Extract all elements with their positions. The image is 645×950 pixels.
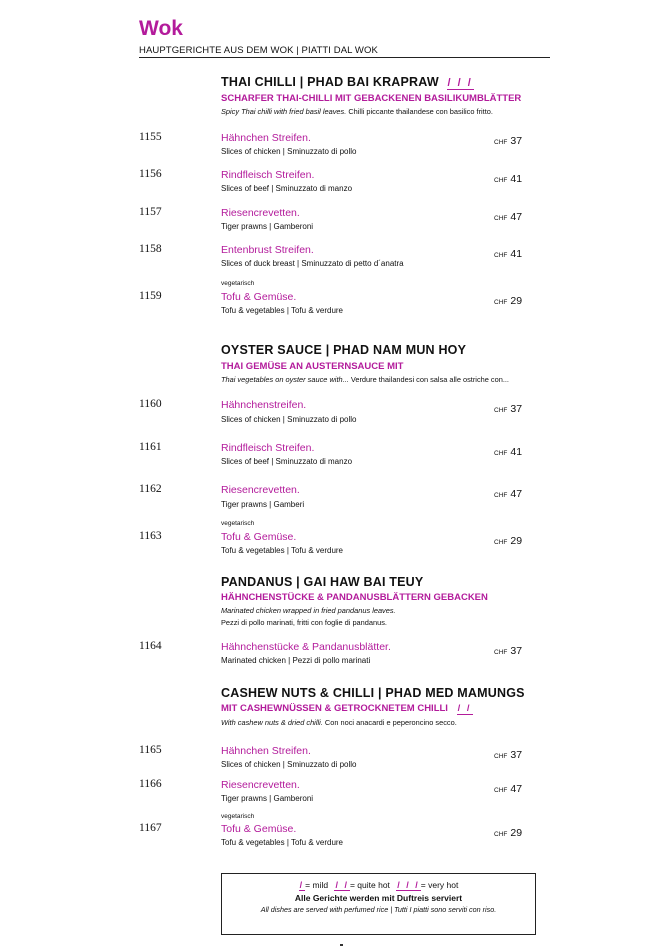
price-value: 37 <box>510 645 523 657</box>
price-value: 37 <box>510 135 523 147</box>
price-value: 47 <box>510 488 523 500</box>
price-value: 47 <box>510 211 523 223</box>
item-translation: Tofu & vegetables | Tofu & verdure <box>221 546 344 555</box>
price-value: 41 <box>510 173 523 185</box>
quite-hot-indicator: / / <box>335 880 349 890</box>
item-name: Rindfleisch Streifen. <box>221 169 315 181</box>
price-currency: CHF <box>494 215 508 222</box>
item-name: Riesencrevetten. <box>221 207 300 219</box>
section-title: OYSTER SAUCE | PHAD NAM MUN HOY <box>221 343 467 357</box>
price-currency: CHF <box>494 831 508 838</box>
section-description <box>221 375 509 384</box>
description-italian: Con noci anacardi e peperoncino secco. <box>322 718 457 727</box>
description-italian: Verdure thailandesi con salsa alle ostriche con... <box>348 375 509 384</box>
item-number: 1160 <box>139 398 162 410</box>
item-price <box>494 131 522 149</box>
price-value: 29 <box>510 827 523 839</box>
item-number: 1166 <box>139 778 162 790</box>
item-name: Tofu & Gemüse. <box>221 291 297 303</box>
item-number: 1157 <box>139 206 162 218</box>
description-english: Marinated chicken wrapped in fried pandanus leaves. <box>221 606 396 615</box>
mild-label: = mild <box>305 880 329 890</box>
item-translation: Tofu & vegetables | Tofu & verdure <box>221 838 344 847</box>
item-number: 1162 <box>139 483 162 495</box>
section-title <box>221 75 474 90</box>
item-translation: Slices of duck breast | Sminuzzato di petto d´anatra <box>221 259 404 268</box>
vegetarian-label: vegetarisch <box>221 520 255 527</box>
section-description <box>221 606 396 615</box>
heat-level-indicator: / / / <box>447 77 473 89</box>
item-number: 1164 <box>139 640 162 652</box>
item-price <box>494 641 522 659</box>
heat-legend-box <box>221 873 536 935</box>
section-description <box>221 107 493 116</box>
description-italian: Chilli piccante thailandese con basilico fritto. <box>346 107 493 116</box>
item-price <box>494 823 522 841</box>
item-name: Hähnchen Streifen. <box>221 745 311 757</box>
item-number: 1158 <box>139 243 162 255</box>
section-title: CASHEW NUTS & CHILLI | PHAD MED MAMUNGS <box>221 686 525 700</box>
price-currency: CHF <box>494 450 508 457</box>
vegetarian-label: vegetarisch <box>221 813 255 820</box>
item-translation: Slices of beef | Sminuzzato di manzo <box>221 457 353 466</box>
item-number: 1167 <box>139 822 162 834</box>
item-translation: Slices of beef | Sminuzzato di manzo <box>221 184 353 193</box>
very-hot-label: = very hot <box>420 880 459 890</box>
item-name: Tofu & Gemüse. <box>221 823 297 835</box>
item-translation: Slices of chicken | Sminuzzato di pollo <box>221 147 357 156</box>
rice-note-german: Alle Gerichte werden mit Duftreis serviert <box>294 893 463 903</box>
price-currency: CHF <box>494 753 508 760</box>
description-english: With cashew nuts & dried chilli. <box>221 718 323 727</box>
price-currency: CHF <box>494 539 508 546</box>
item-price <box>494 244 522 262</box>
page-title: Wok <box>139 17 183 40</box>
quite-hot-label: = quite hot <box>349 880 390 890</box>
item-translation: Slices of chicken | Sminuzzato di pollo <box>221 415 357 424</box>
price-currency: CHF <box>494 649 508 656</box>
section-description <box>221 718 457 727</box>
section-subtitle: SCHARFER THAI-CHILLI MIT GEBACKENEN BASILIKUMBLÄTTER <box>221 93 522 104</box>
item-price <box>494 745 522 763</box>
price-currency: CHF <box>494 252 508 259</box>
rice-note-english-italian: All dishes are served with perfumed rice | Tutti I piatti sono serviti con riso. <box>260 905 497 914</box>
mild-indicator: / <box>299 880 305 890</box>
item-number: 1156 <box>139 168 162 180</box>
price-currency: CHF <box>494 787 508 794</box>
section-subtitle: THAI GEMÜSE AN AUSTERNSAUCE MIT <box>221 361 404 372</box>
section-title: PANDANUS | GAI HAW BAI TEUY <box>221 575 424 589</box>
item-name: Hähnchen Streifen. <box>221 132 311 144</box>
item-name: Hähnchenstreifen. <box>221 399 307 411</box>
item-number: 1155 <box>139 131 162 143</box>
item-name: Rindfleisch Streifen. <box>221 442 315 454</box>
very-hot-indicator: / / / <box>397 880 420 890</box>
vegetarian-label: vegetarisch <box>221 280 255 287</box>
item-translation: Tiger prawns | Gamberoni <box>221 794 314 803</box>
price-value: 41 <box>510 248 523 260</box>
page-subtitle: HAUPTGERICHTE AUS DEM WOK | PIATTI DAL WOK <box>139 45 378 56</box>
price-value: 29 <box>510 535 523 547</box>
description-english: Thai vegetables on oyster sauce with... <box>221 375 349 384</box>
price-value: 37 <box>510 749 523 761</box>
item-translation: Tiger prawns | Gamberoni <box>221 222 314 231</box>
item-number: 1161 <box>139 441 162 453</box>
price-value: 29 <box>510 295 523 307</box>
section-title-text: THAI CHILLI | PHAD BAI KRAPRAW <box>221 75 439 89</box>
item-name: Tofu & Gemüse. <box>221 531 297 543</box>
item-translation: Marinated chicken | Pezzi di pollo marinati <box>221 656 371 665</box>
item-number: 1163 <box>139 530 162 542</box>
item-name: Entenbrust Streifen. <box>221 244 314 256</box>
price-value: 47 <box>510 783 523 795</box>
item-translation: Tiger prawns | Gamberi <box>221 500 305 509</box>
price-currency: CHF <box>494 139 508 146</box>
section-description-italian: Pezzi di pollo marinati, fritti con foglie di pandanus. <box>221 618 387 627</box>
header-divider <box>139 57 550 58</box>
item-number: 1159 <box>139 290 162 302</box>
item-price <box>494 484 522 502</box>
item-price <box>494 442 522 460</box>
item-price <box>494 291 522 309</box>
item-price <box>494 779 522 797</box>
item-translation: Slices of chicken | Sminuzzato di pollo <box>221 760 357 769</box>
item-name: Hähnchenstücke & Pandanusblätter. <box>221 641 391 653</box>
price-currency: CHF <box>494 492 508 499</box>
section-subtitle: HÄHNCHENSTÜCKE & PANDANUSBLÄTTERN GEBACKEN <box>221 592 488 603</box>
price-value: 41 <box>510 446 523 458</box>
section-subtitle-text: MIT CASHEWNÜSSEN & GETROCKNETEM CHILLI <box>221 703 448 714</box>
item-price <box>494 169 522 187</box>
item-number: 1165 <box>139 744 162 756</box>
item-translation: Tofu & vegetables | Tofu & verdure <box>221 306 344 315</box>
item-name: Riesencrevetten. <box>221 779 300 791</box>
price-currency: CHF <box>494 299 508 306</box>
description-english: Spicy Thai chilli with fried basil leaves. <box>221 107 347 116</box>
heat-legend <box>222 880 535 891</box>
price-currency: CHF <box>494 407 508 414</box>
price-value: 37 <box>510 403 523 415</box>
section-subtitle <box>221 703 473 715</box>
price-currency: CHF <box>494 177 508 184</box>
heat-level-indicator: / / <box>457 703 472 714</box>
item-name: Riesencrevetten. <box>221 484 300 496</box>
page-mark <box>340 944 343 946</box>
item-price <box>494 531 522 549</box>
item-price <box>494 207 522 225</box>
item-price <box>494 399 522 417</box>
